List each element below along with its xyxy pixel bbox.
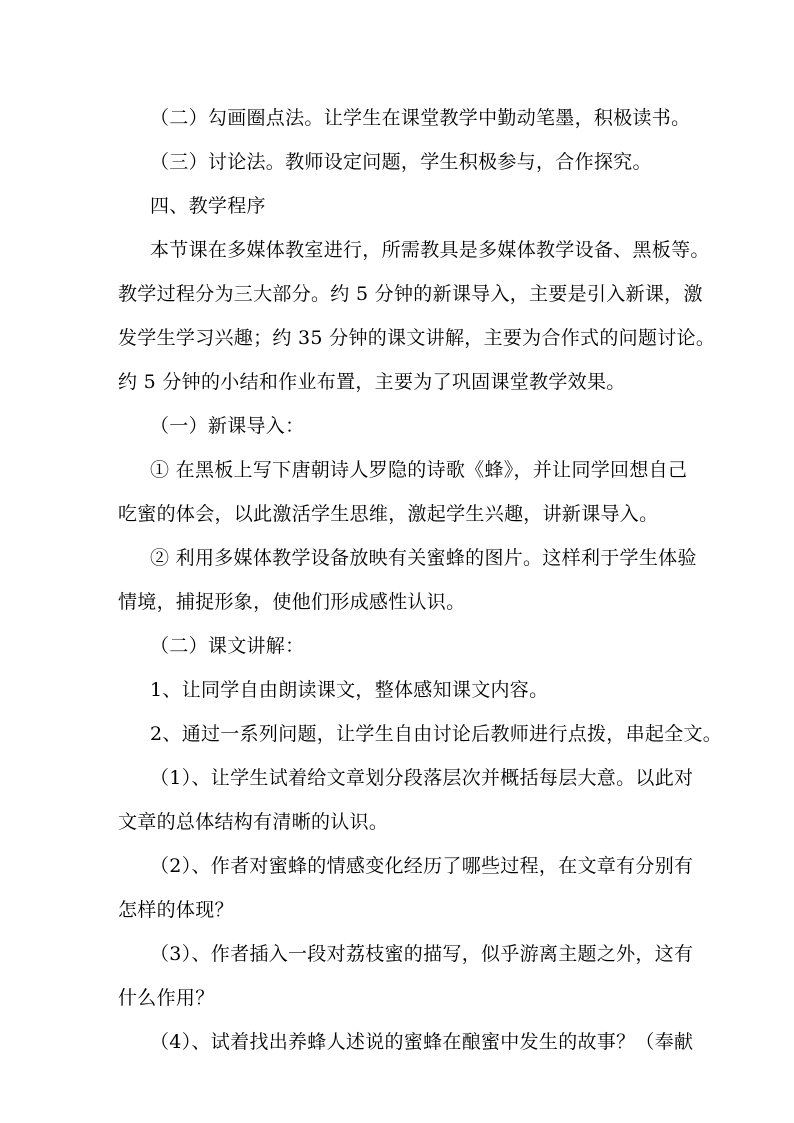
paragraph-line: （三）讨论法。教师设定问题，学生积极参与，合作探究。 <box>150 151 652 173</box>
paragraph-line: 1、让同学自由朗读课文，整体感知课文内容。 <box>150 679 549 701</box>
subsection-heading: （二）课文讲解： <box>150 635 305 657</box>
paragraph-line: 文章的总体结构有清晰的认识。 <box>118 811 389 833</box>
paragraph-line: 教学过程分为三大部分。约 5 分钟的新课导入，主要是引入新课，激 <box>118 283 703 305</box>
paragraph-line: 怎样的体现？ <box>118 899 234 921</box>
paragraph-line: ① 在黑板上写下唐朝诗人罗隐的诗歌《蜂》，并让同学回想自己 <box>150 459 688 481</box>
paragraph-line: 情境，捕捉形象，使他们形成感性认识。 <box>118 591 466 613</box>
paragraph-line: 约 5 分钟的小结和作业布置，主要为了巩固课堂教学效果。 <box>118 371 626 393</box>
paragraph-line: （2）、作者对蜜蜂的情感变化经历了哪些过程，在文章有分别有 <box>150 855 694 877</box>
paragraph-line: ② 利用多媒体教学设备放映有关蜜蜂的图片。这样利于学生体验 <box>150 547 697 569</box>
paragraph-line: （4）、试着找出养蜂人述说的蜜蜂在酿蜜中发生的故事？（奉献 <box>150 1031 694 1053</box>
section-heading: 四、教学程序 <box>150 195 266 217</box>
subsection-heading: （一）新课导入： <box>150 415 305 437</box>
paragraph-line: （3）、作者插入一段对荔枝蜜的描写，似乎游离主题之外，这有 <box>150 943 694 965</box>
paragraph-line: 吃蜜的体会，以此激活学生思维，激起学生兴趣，讲新课导入。 <box>118 503 659 525</box>
paragraph-line: 2、通过一系列问题，让学生自由讨论后教师进行点拨，串起全文。 <box>150 723 723 745</box>
paragraph-line: （1）、让学生试着给文章划分段落层次并概括每层大意。以此对 <box>150 767 694 789</box>
paragraph-line: 发学生学习兴趣；约 35 分钟的课文讲解，主要为合作式的问题讨论。 <box>118 327 716 349</box>
paragraph-line: （二）勾画圈点法。让学生在课堂教学中勤动笔墨，积极读书。 <box>150 107 691 129</box>
paragraph-line: 什么作用？ <box>118 987 215 1009</box>
paragraph-line: 本节课在多媒体教室进行，所需教具是多媒体教学设备、黑板等。 <box>150 239 710 261</box>
